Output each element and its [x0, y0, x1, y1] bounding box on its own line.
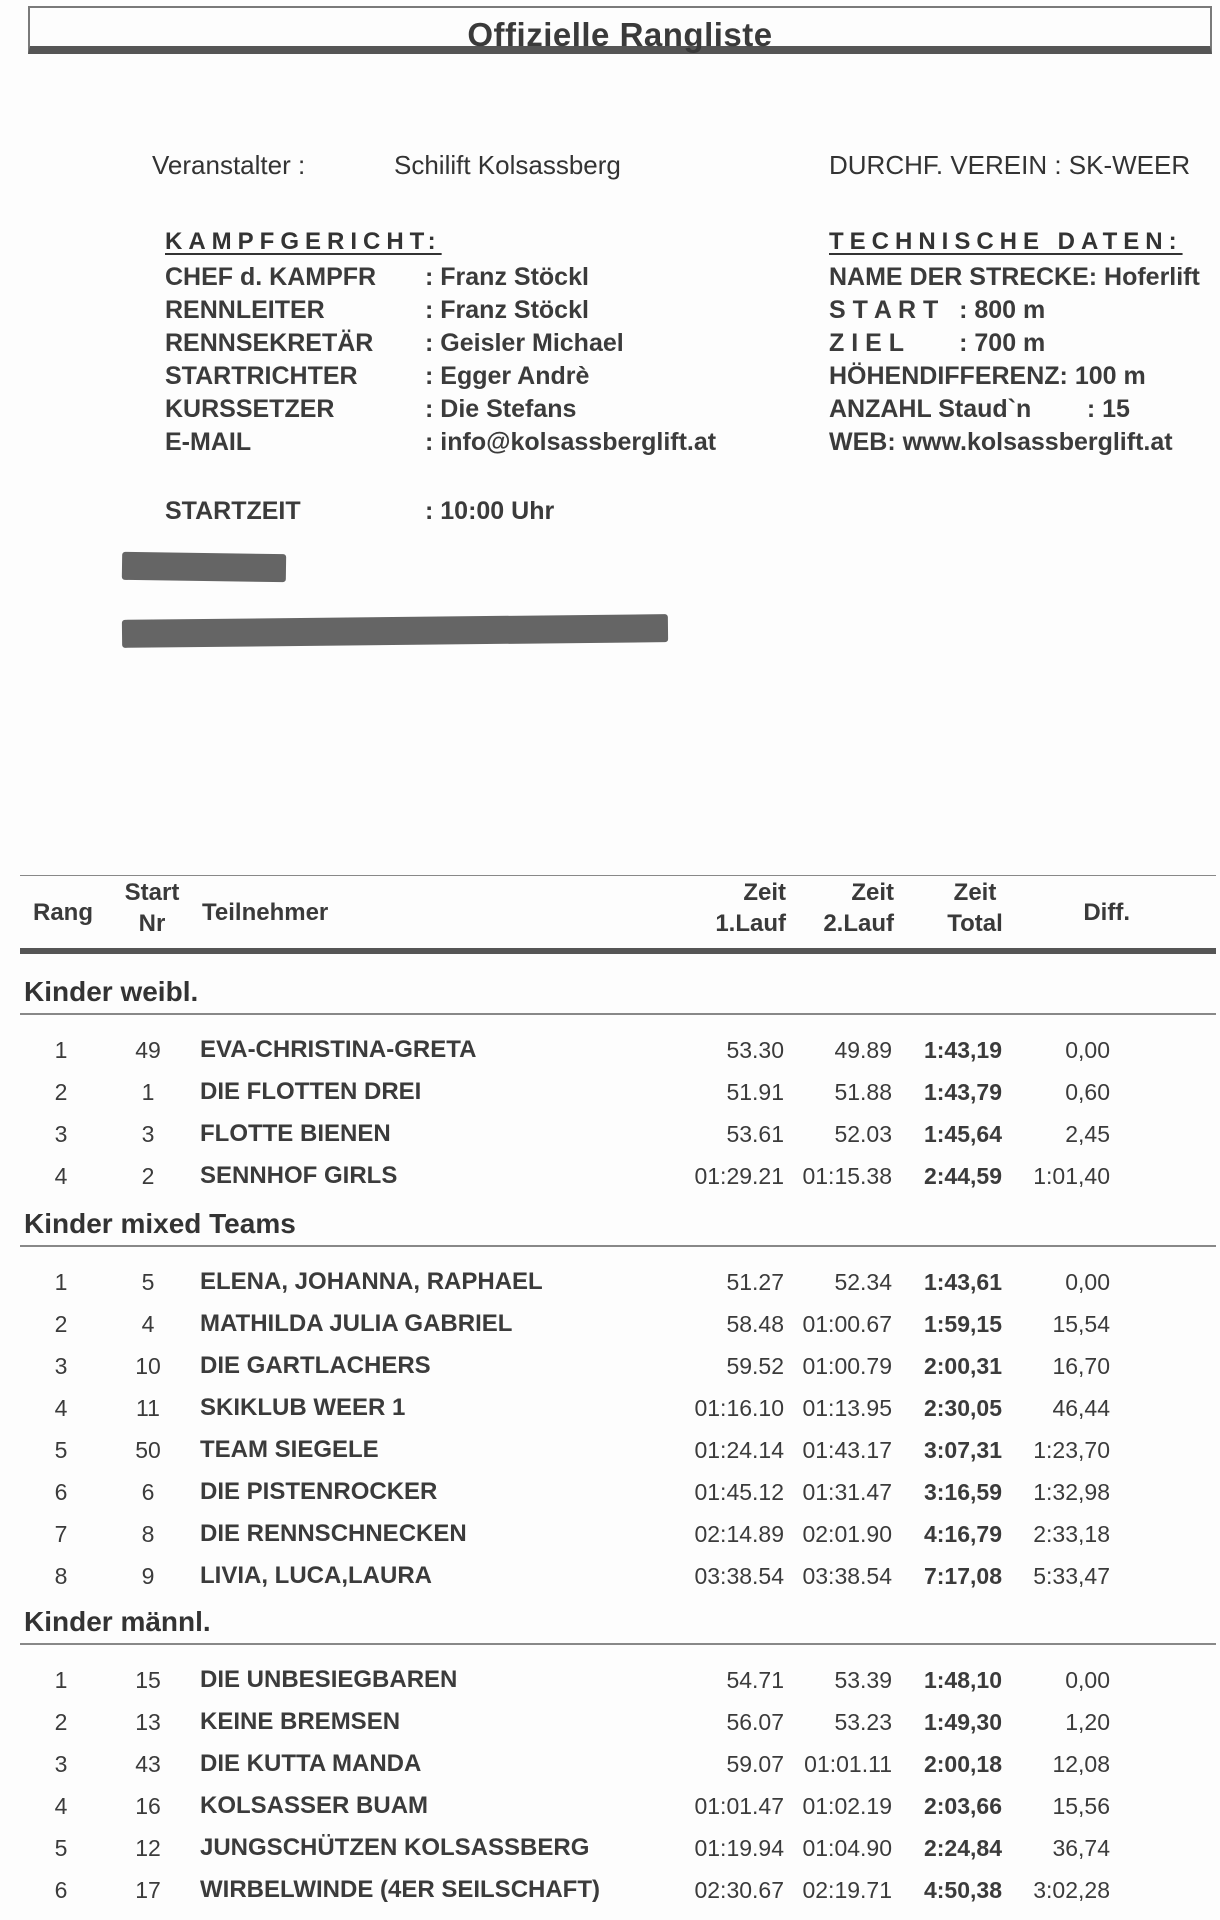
header-total-line1: Zeit [953, 879, 997, 906]
cell-participant: WIRBELWINDE (4ER SEILSCHAFT) [200, 1876, 600, 1903]
cell-diff: 0,00 [1065, 1037, 1110, 1063]
header-run1-line2: 1.Lauf [715, 910, 786, 937]
cell-diff: 3:02,28 [1033, 1877, 1110, 1903]
cell-diff: 2,45 [1065, 1121, 1110, 1147]
jury-email: : info@kolsassberglift.at [425, 428, 717, 456]
technical-line: Z I E L : 700 m [829, 329, 1046, 357]
cell-total: 2:44,59 [923, 1163, 1002, 1189]
cell-run2: 01:31.47 [802, 1479, 892, 1505]
header-start-line1: Start [124, 879, 180, 906]
cell-diff: 46,44 [1052, 1395, 1110, 1421]
jury-label: STARTRICHTER [165, 362, 358, 390]
cell-rank: 2 [54, 1079, 68, 1105]
table-row [0, 1261, 1220, 1303]
cell-run1: 01:45.12 [694, 1479, 784, 1505]
start-time-value: : 10:00 Uhr [425, 497, 555, 525]
cell-run2: 52.03 [834, 1121, 892, 1147]
table-header-rule [20, 948, 1216, 954]
cell-participant: DIE FLOTTEN DREI [200, 1078, 422, 1105]
cell-total: 1:48,10 [923, 1667, 1002, 1693]
cell-start: 8 [141, 1521, 155, 1547]
cell-run1: 51.27 [726, 1269, 784, 1295]
cell-diff: 2:33,18 [1033, 1521, 1110, 1547]
cell-diff: 1:32,98 [1033, 1479, 1110, 1505]
cell-participant: JUNGSCHÜTZEN KOLSASSBERG [200, 1834, 590, 1861]
table-top-rule [20, 875, 1216, 876]
cell-run1: 54.71 [726, 1667, 784, 1693]
table-row [0, 1555, 1220, 1597]
cell-participant: FLOTTE BIENEN [200, 1120, 391, 1147]
cell-rank: 4 [54, 1395, 68, 1421]
jury-value: : Geisler Michael [425, 329, 624, 357]
cell-participant: MATHILDA JULIA GABRIEL [200, 1310, 513, 1337]
cell-participant: DIE GARTLACHERS [200, 1352, 431, 1379]
table-row [0, 1827, 1220, 1869]
cell-start: 1 [141, 1079, 155, 1105]
cell-start: 6 [141, 1479, 155, 1505]
cell-total: 2:30,05 [923, 1395, 1002, 1421]
cell-rank: 6 [54, 1877, 68, 1903]
group-title: Kinder weibl. [24, 976, 199, 1007]
jury-value: : Egger Andrè [425, 362, 590, 390]
cell-rank: 1 [54, 1667, 68, 1693]
technical-line: ANZAHL Staud`n : 15 [829, 395, 1130, 423]
cell-diff: 16,70 [1052, 1353, 1110, 1379]
organizer-value: Schilift Kolsassberg [394, 150, 621, 180]
table-row [0, 1869, 1220, 1911]
jury-value: : Franz Stöckl [425, 296, 589, 324]
cell-run2: 01:02.19 [802, 1793, 892, 1819]
cell-diff: 12,08 [1052, 1751, 1110, 1777]
organizer-label: Veranstalter : [152, 150, 306, 180]
cell-rank: 1 [54, 1269, 68, 1295]
cell-run1: 59.52 [726, 1353, 784, 1379]
cell-participant: DIE KUTTA MANDA [200, 1750, 422, 1777]
cell-rank: 3 [54, 1121, 68, 1147]
cell-run1: 59.07 [726, 1751, 784, 1777]
cell-total: 1:43,61 [923, 1269, 1002, 1295]
group-title: Kinder mixed Teams [24, 1208, 296, 1239]
cell-run1: 01:29.21 [694, 1163, 784, 1189]
header-run2-line1: Zeit [851, 879, 894, 906]
cell-total: 1:43,19 [923, 1037, 1002, 1063]
jury-label: KURSSETZER [165, 395, 335, 423]
start-time-label: STARTZEIT [165, 497, 301, 525]
jury-heading: KAMPFGERICHT: [165, 228, 442, 255]
cell-rank: 4 [54, 1163, 68, 1189]
cell-participant: SENNHOF GIRLS [200, 1162, 398, 1189]
table-row [0, 1303, 1220, 1345]
cell-rank: 5 [54, 1835, 68, 1861]
cell-total: 1:59,15 [923, 1311, 1002, 1337]
header-run2-line2: 2.Lauf [823, 910, 894, 937]
cell-participant: LIVIA, LUCA,LAURA [200, 1562, 432, 1589]
table-row [0, 1659, 1220, 1701]
cell-start: 9 [141, 1563, 155, 1589]
technical-line: HÖHENDIFFERENZ: 100 m [829, 362, 1146, 390]
group-rule [20, 1013, 1216, 1015]
cell-rank: 5 [54, 1437, 68, 1463]
cell-total: 4:16,79 [923, 1521, 1002, 1547]
cell-run2: 01:15.38 [802, 1163, 892, 1189]
cell-run2: 53.39 [834, 1667, 892, 1693]
cell-start: 5 [141, 1269, 155, 1295]
cell-run1: 02:14.89 [694, 1521, 784, 1547]
group-title: Kinder männl. [24, 1606, 211, 1637]
cell-run2: 01:01.11 [804, 1751, 892, 1777]
jury-label: RENNLEITER [165, 296, 325, 324]
cell-run2: 01:00.79 [802, 1353, 892, 1379]
cell-diff: 0,00 [1065, 1269, 1110, 1295]
jury-label: E-MAIL [165, 428, 252, 456]
jury-value: : Die Stefans [425, 395, 577, 423]
cell-run2: 01:04.90 [802, 1835, 892, 1861]
table-row [0, 1743, 1220, 1785]
cell-run1: 01:16.10 [694, 1395, 784, 1421]
cell-total: 3:16,59 [923, 1479, 1002, 1505]
table-row [0, 1429, 1220, 1471]
cell-run1: 53.61 [726, 1121, 784, 1147]
cell-start: 49 [135, 1037, 161, 1063]
cell-diff: 36,74 [1052, 1835, 1110, 1861]
cell-participant: DIE UNBESIEGBAREN [200, 1666, 458, 1693]
header-start-line2: Nr [138, 910, 166, 937]
cell-rank: 6 [54, 1479, 68, 1505]
group-rule [20, 1643, 1216, 1645]
cell-diff: 15,56 [1052, 1793, 1110, 1819]
organizing-club: DURCHF. VEREIN : SK-WEER [829, 150, 1191, 180]
cell-rank: 2 [54, 1311, 68, 1337]
cell-participant: EVA-CHRISTINA-GRETA [200, 1036, 477, 1063]
cell-run2: 49.89 [834, 1037, 892, 1063]
cell-rank: 2 [54, 1709, 68, 1735]
cell-run2: 01:00.67 [802, 1311, 892, 1337]
cell-total: 2:00,31 [923, 1353, 1002, 1379]
cell-run2: 01:13.95 [802, 1395, 892, 1421]
cell-start: 4 [141, 1311, 155, 1337]
table-row [0, 1345, 1220, 1387]
cell-run1: 03:38.54 [694, 1563, 784, 1589]
cell-participant: DIE RENNSCHNECKEN [200, 1520, 467, 1547]
page-title: Offizielle Rangliste [467, 16, 773, 53]
cell-run1: 56.07 [726, 1709, 784, 1735]
table-row [0, 1155, 1220, 1197]
technical-heading: TECHNISCHE DATEN: [829, 228, 1183, 255]
cell-start: 3 [141, 1121, 155, 1147]
cell-run1: 01:24.14 [694, 1437, 784, 1463]
technical-line: S T A R T : 800 m [829, 296, 1046, 324]
cell-start: 16 [135, 1793, 161, 1819]
group-rule [20, 1245, 1216, 1247]
cell-diff: 1:01,40 [1033, 1163, 1110, 1189]
redacted-mark [122, 614, 668, 648]
cell-run2: 51.88 [834, 1079, 892, 1105]
cell-total: 4:50,38 [923, 1877, 1002, 1903]
cell-participant: DIE PISTENROCKER [200, 1478, 438, 1505]
cell-start: 50 [135, 1437, 161, 1463]
cell-total: 3:07,31 [923, 1437, 1002, 1463]
cell-start: 17 [135, 1877, 161, 1903]
header-rank: Rang [33, 899, 93, 926]
cell-rank: 3 [54, 1751, 68, 1777]
jury-value: : Franz Stöckl [425, 263, 589, 291]
title-banner [28, 6, 1212, 54]
table-row [0, 1113, 1220, 1155]
cell-run1: 01:01.47 [694, 1793, 784, 1819]
cell-rank: 4 [54, 1793, 68, 1819]
cell-start: 10 [135, 1353, 161, 1379]
technical-line: WEB: www.kolsassberglift.at [829, 428, 1173, 456]
cell-diff: 1,20 [1065, 1709, 1110, 1735]
cell-participant: KEINE BREMSEN [200, 1708, 401, 1735]
cell-run1: 02:30.67 [694, 1877, 784, 1903]
cell-run1: 01:19.94 [694, 1835, 784, 1861]
table-row [0, 1387, 1220, 1429]
cell-total: 2:03,66 [923, 1793, 1002, 1819]
cell-start: 2 [141, 1163, 155, 1189]
redacted-mark [122, 552, 286, 582]
cell-run2: 02:01.90 [802, 1521, 892, 1547]
header-total-line2: Total [947, 910, 1003, 937]
cell-run2: 02:19.71 [802, 1877, 892, 1903]
cell-run2: 01:43.17 [802, 1437, 892, 1463]
cell-participant: SKIKLUB WEER 1 [200, 1394, 406, 1421]
cell-start: 15 [135, 1667, 161, 1693]
cell-diff: 15,54 [1052, 1311, 1110, 1337]
cell-start: 13 [135, 1709, 161, 1735]
cell-total: 2:24,84 [923, 1835, 1002, 1861]
cell-total: 1:49,30 [923, 1709, 1002, 1735]
cell-diff: 1:23,70 [1033, 1437, 1110, 1463]
cell-total: 2:00,18 [923, 1751, 1002, 1777]
cell-run2: 03:38.54 [802, 1563, 892, 1589]
table-row [0, 1785, 1220, 1827]
cell-total: 1:45,64 [923, 1121, 1002, 1147]
jury-label: RENNSEKRETÄR [165, 329, 374, 357]
jury-label: CHEF d. KAMPFR [165, 263, 377, 291]
cell-run1: 53.30 [726, 1037, 784, 1063]
cell-run1: 51.91 [726, 1079, 784, 1105]
cell-run2: 53.23 [834, 1709, 892, 1735]
cell-rank: 3 [54, 1353, 68, 1379]
technical-line: NAME DER STRECKE: Hoferlift [829, 263, 1200, 291]
cell-diff: 0,60 [1065, 1079, 1110, 1105]
cell-run1: 58.48 [726, 1311, 784, 1337]
cell-participant: KOLSASSER BUAM [200, 1792, 429, 1819]
cell-diff: 5:33,47 [1033, 1563, 1110, 1589]
cell-rank: 7 [54, 1521, 68, 1547]
cell-rank: 8 [54, 1563, 68, 1589]
cell-participant: TEAM SIEGELE [200, 1436, 379, 1463]
cell-diff: 0,00 [1065, 1667, 1110, 1693]
cell-rank: 1 [54, 1037, 68, 1063]
cell-total: 7:17,08 [923, 1563, 1002, 1589]
table-row [0, 1029, 1220, 1071]
header-diff: Diff. [1083, 899, 1130, 926]
cell-participant: ELENA, JOHANNA, RAPHAEL [200, 1268, 543, 1295]
cell-total: 1:43,79 [923, 1079, 1002, 1105]
table-row [0, 1071, 1220, 1113]
table-row [0, 1701, 1220, 1743]
cell-start: 43 [135, 1751, 161, 1777]
cell-start: 11 [136, 1395, 160, 1421]
cell-start: 12 [135, 1835, 161, 1861]
cell-run2: 52.34 [834, 1269, 892, 1295]
header-run1-line1: Zeit [743, 879, 786, 906]
table-row [0, 1513, 1220, 1555]
header-participant: Teilnehmer [202, 899, 329, 926]
table-row [0, 1471, 1220, 1513]
